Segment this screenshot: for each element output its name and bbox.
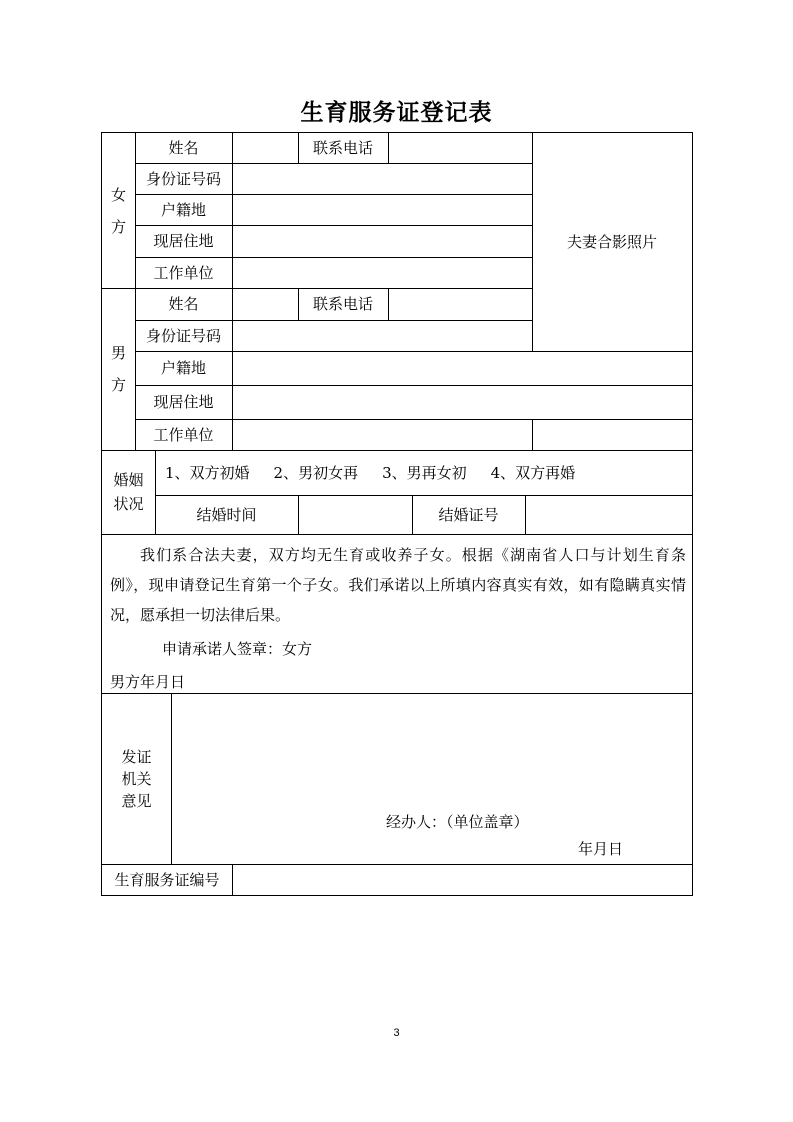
- husband-name-field[interactable]: [232, 288, 299, 321]
- wife-name-label: 姓名: [135, 132, 233, 164]
- husband-hukou-field[interactable]: [232, 351, 693, 386]
- marital-option-1[interactable]: 1、双方初婚: [165, 463, 250, 482]
- wife-phone-label: 联系电话: [298, 132, 389, 164]
- husband-workplace-field[interactable]: [232, 419, 533, 451]
- husband-workplace-label: 工作单位: [135, 419, 233, 451]
- wife-hukou-label: 户籍地: [135, 194, 233, 226]
- form-title: 生育服务证登记表: [300, 100, 493, 126]
- marital-option-2[interactable]: 2、男初女再: [273, 463, 359, 482]
- couple-photo-box[interactable]: 夫妻合影照片: [532, 132, 693, 352]
- agency-opinion-label: 发证 机关 意见: [101, 693, 172, 865]
- declaration-box: [101, 534, 693, 694]
- wife-hukou-field[interactable]: [232, 194, 533, 226]
- wife-workplace-field[interactable]: [232, 257, 533, 289]
- husband-phone-field[interactable]: [388, 288, 533, 321]
- husband-section-label: 男 方: [101, 288, 136, 451]
- wife-section-label: 女 方: [101, 132, 136, 289]
- agency-date: 年月日: [578, 840, 624, 858]
- husband-hukou-label: 户籍地: [135, 351, 233, 386]
- wife-id-label: 身份证号码: [135, 163, 233, 195]
- marriage-certificate-field[interactable]: [525, 495, 693, 535]
- marital-status-options: [155, 450, 693, 496]
- marital-status-label: 婚姻 状况: [101, 450, 156, 535]
- marriage-date-field[interactable]: [298, 495, 413, 535]
- husband-residence-label: 现居住地: [135, 385, 233, 420]
- husband-name-label: 姓名: [135, 288, 233, 321]
- wife-phone-field[interactable]: [388, 132, 533, 164]
- marriage-certificate-label: 结婚证号: [412, 495, 526, 535]
- wife-residence-label: 现居住地: [135, 225, 233, 258]
- declaration-text: 我们系合法夫妻，双方均无生育或收养子女。根据《湖南省人口与计划生育条例》，现申请登记生育第一个子女。我们承诺以上所填内容真实有效，如有隐瞒真实情况，愿承担一切法律后果。: [110, 546, 686, 624]
- signature-line: 申请承诺人签章：女方: [162, 640, 313, 658]
- marital-option-3[interactable]: 3、男再女初: [382, 463, 467, 482]
- wife-id-field[interactable]: [232, 163, 533, 195]
- wife-residence-field[interactable]: [232, 225, 533, 258]
- handler-seal-line: 经办人：（单位盖章）: [386, 813, 529, 831]
- husband-extra-field[interactable]: [532, 419, 693, 451]
- husband-id-label: 身份证号码: [135, 320, 233, 352]
- signature-line-2: 男方年月日: [110, 673, 186, 691]
- marital-option-4[interactable]: 4、双方再婚: [490, 463, 576, 482]
- page-number: 3: [393, 1027, 400, 1039]
- certificate-number-label: 生育服务证编号: [101, 864, 233, 896]
- wife-name-field[interactable]: [232, 132, 299, 164]
- wife-workplace-label: 工作单位: [135, 257, 233, 289]
- husband-residence-field[interactable]: [232, 385, 693, 420]
- husband-phone-label: 联系电话: [298, 288, 389, 321]
- marriage-date-label: 结婚时间: [155, 495, 299, 535]
- certificate-number-field[interactable]: [232, 864, 693, 896]
- husband-id-field[interactable]: [232, 320, 533, 352]
